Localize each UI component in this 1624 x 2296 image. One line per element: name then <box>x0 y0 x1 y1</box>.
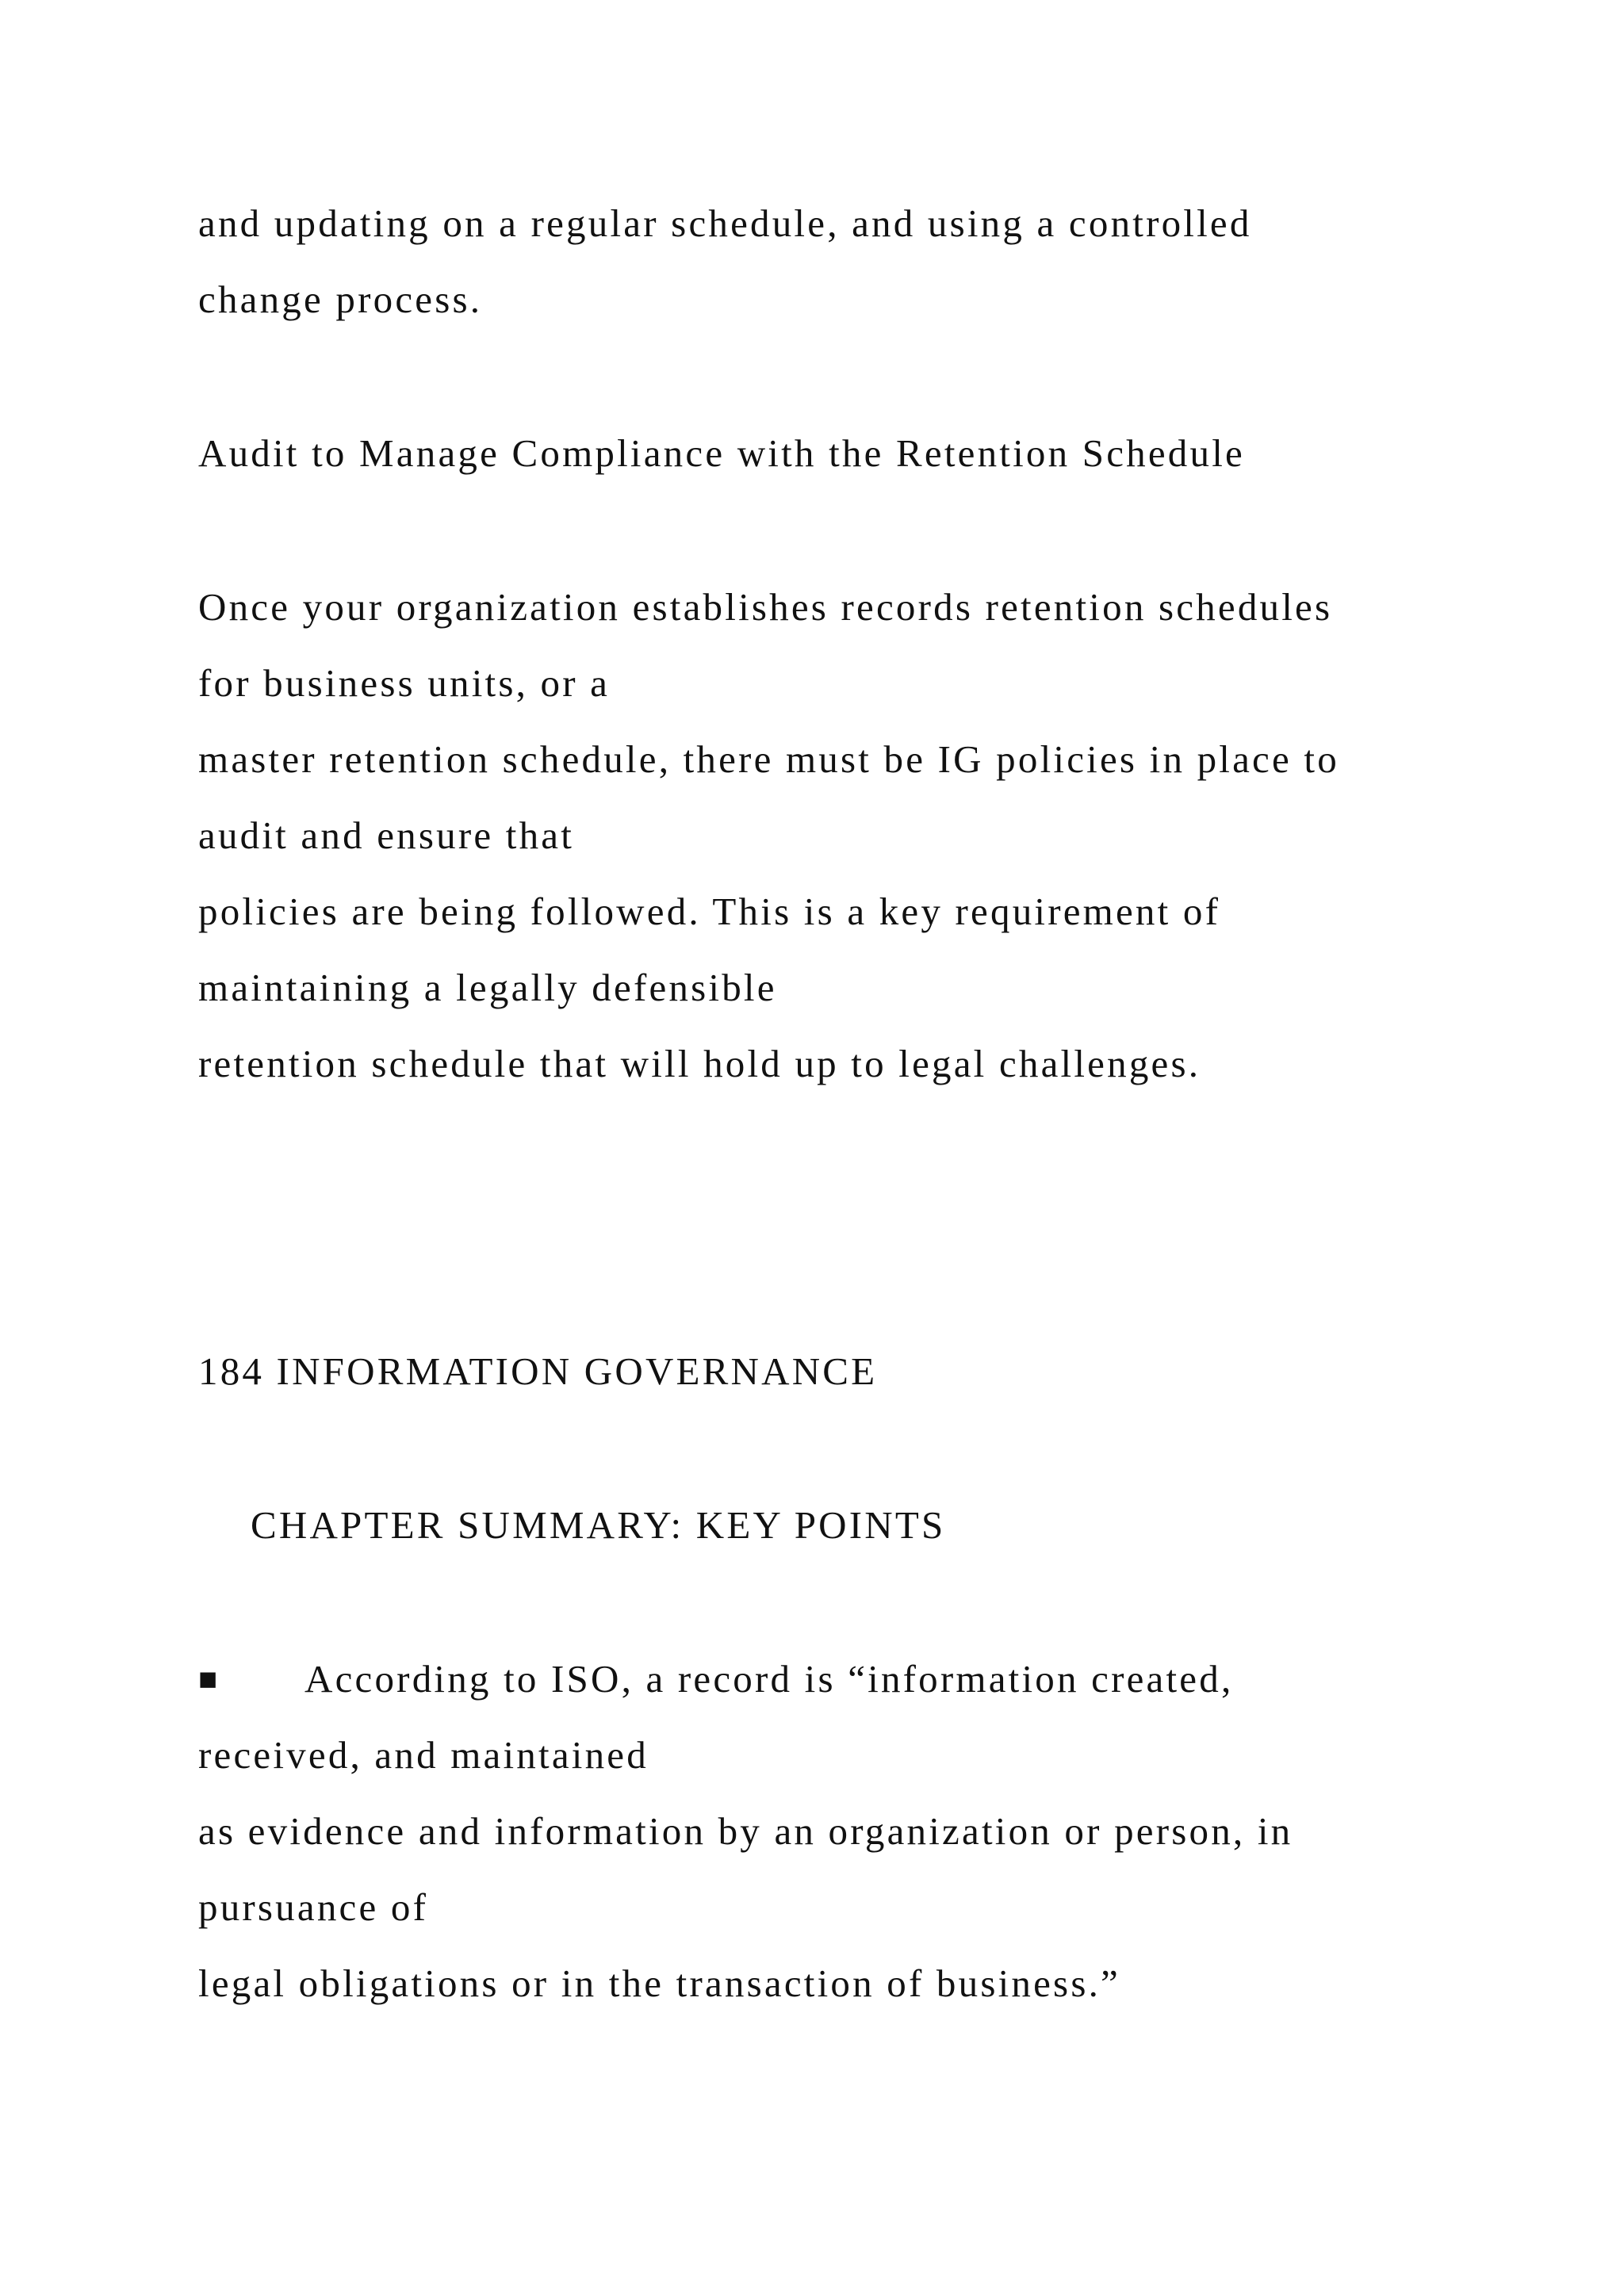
paragraph-2-line-5: policies are being followed. This is a key requirement of <box>198 890 1221 933</box>
bullet-1-line-4: pursuance of <box>198 1885 429 1929</box>
paragraph-2-line-6: maintaining a legally defensible <box>198 966 777 1009</box>
paragraph-2-line-1: Once your organization establishes records retention schedules <box>198 585 1333 629</box>
bullet-1-line-3: as evidence and information by an organization or person, in <box>198 1809 1293 1853</box>
paragraph-2-line-3: master retention schedule, there must be IG policies in place to <box>198 737 1339 781</box>
paragraph-2-line-4: audit and ensure that <box>198 813 575 857</box>
paragraph-1-line-2: change process. <box>198 277 483 321</box>
paragraph-2-line-2: for business units, or a <box>198 661 611 705</box>
running-header: 184 INFORMATION GOVERNANCE <box>198 1349 878 1393</box>
section-heading-audit: Audit to Manage Compliance with the Retention Schedule <box>198 431 1245 475</box>
paragraph-2-line-7: retention schedule that will hold up to legal challenges. <box>198 1042 1201 1085</box>
bullet-square-icon: ■ <box>198 1661 220 1697</box>
bullet-1-line-5: legal obligations or in the transaction of business.” <box>198 1961 1120 2005</box>
bullet-1-line-1: According to ISO, a record is “information created, <box>304 1657 1234 1701</box>
chapter-summary-heading: CHAPTER SUMMARY: KEY POINTS <box>251 1503 946 1547</box>
bullet-1-line-2: received, and maintained <box>198 1733 649 1777</box>
paragraph-1-line-1: and updating on a regular schedule, and using a controlled <box>198 201 1252 245</box>
